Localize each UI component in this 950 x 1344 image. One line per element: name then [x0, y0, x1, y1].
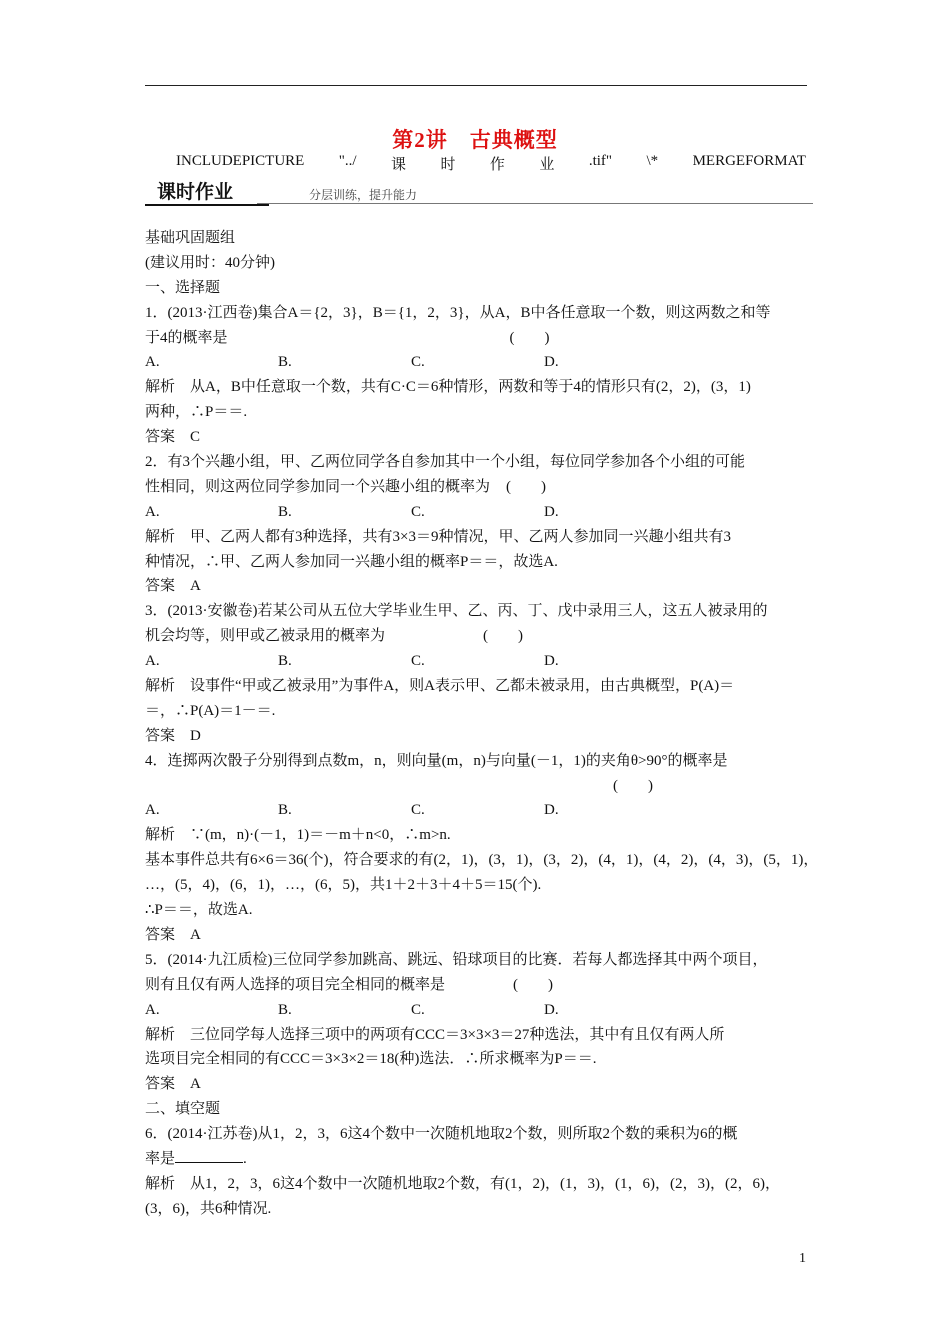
- section-heading: 二、填空题: [145, 1101, 221, 1118]
- analysis-4-cont: 基本事件总共有6×6＝36(个)，符合要求的有(2，1)，(3，1)，(3，2)，(4，1)，(4，2)，(4，3)，(5，1)，: [145, 852, 819, 869]
- answer-blank: [175, 1147, 243, 1163]
- document-body: [145, 226, 819, 1222]
- answer-4: 答案 A: [145, 926, 201, 943]
- page-title: 第2讲 古典概型: [392, 128, 558, 152]
- include-token: 课: [391, 157, 407, 173]
- banner-line: [257, 203, 813, 204]
- analysis-1: 解析 从A，B中任意取一个数，共有C·C＝6种情形，两数和等于4的情形只有(2，2)，(3，1): [145, 379, 751, 396]
- analysis-6-cont: (3，6)，共6种情况.: [145, 1200, 272, 1217]
- choices-2: A. B. C. D.: [145, 503, 559, 520]
- banner-subtitle: 分层训练，提升能力: [309, 188, 418, 202]
- analysis-3: 解析 设事件“甲或乙被录用”为事件A，则A表示甲、乙都未被录用，由古典概型，P(A)＝: [145, 678, 735, 695]
- banner-label: 课时作业: [145, 180, 269, 206]
- analysis-4: 解析 ∵(m，n)·(－1，1)＝－m＋n<0，∴m>n.: [145, 827, 451, 844]
- analysis-2: 解析 甲、乙两人都有3种选择，共有3×3＝9种情况，甲、乙两人参加同一兴趣小组共有3: [145, 528, 731, 545]
- group-heading: 基础巩固题组: [145, 230, 236, 246]
- analysis-4-cont: …，(5，4)，(6，1)，…，(6，5)，共1＋2＋3＋4＋5＝15(个).: [145, 877, 542, 894]
- question-4: 4．连掷两次骰子分别得到点数m，n，则向量(m，n)与向量(－1，1)的夹角θ>90°的概率是: [145, 752, 728, 769]
- include-token: "../: [338, 153, 357, 169]
- homework-banner: [145, 180, 813, 206]
- include-token: 业: [539, 157, 555, 173]
- answer-5: 答案 A: [145, 1076, 201, 1093]
- include-token: 时: [440, 157, 456, 173]
- top-rule: [145, 85, 807, 86]
- answer-3: 答案 D: [145, 727, 201, 744]
- analysis-5: 解析 三位同学每人选择三项中的两项有CCC＝3×3×3＝27种选法，其中有且仅有两人所: [145, 1026, 725, 1043]
- question-1: 1．(2013·江西卷)集合A＝{2，3}，B＝{1，2，3}，从A，B中各任意取一个数，则这两数之和等: [145, 304, 771, 321]
- question-5: 5．(2014·九江质检)三位同学参加跳高、跳远、铅球项目的比赛．若每人都选择其中两个项目，: [145, 951, 768, 968]
- analysis-3-cont: ＝，∴P(A)＝1－＝.: [145, 702, 276, 719]
- question-5-cont: 则有且仅有两人选择的项目完全相同的概率是 ( ): [145, 973, 809, 998]
- choices-4: A. B. C. D.: [145, 802, 559, 819]
- answer-paren: ( ): [483, 628, 524, 645]
- choices-3: A. B. C. D.: [145, 653, 559, 670]
- question-2-cont: 性相同，则这两位同学参加同一个兴趣小组的概率为 ( ): [145, 475, 809, 500]
- question-2: 2．有3个兴趣小组，甲、乙两位同学各自参加其中一个小组，每位同学参加各个小组的可能: [145, 454, 746, 471]
- choices-1: A. B. C. D.: [145, 354, 559, 371]
- question-1-cont: 于4的概率是 ( ): [145, 326, 809, 351]
- section-heading: 一、选择题: [145, 279, 221, 296]
- question-6: 6．(2014·江苏卷)从1，2，3，6这4个数中一次随机地取2个数，则所取2个数的乘积为6的概: [145, 1126, 738, 1143]
- answer-1: 答案 C: [145, 429, 201, 446]
- question-6-cont: 率是 .: [145, 1147, 809, 1172]
- answer-paren: ( ): [506, 478, 547, 495]
- include-token: 作: [489, 157, 505, 173]
- analysis-2-cont: 种情况，∴甲、乙两人参加同一兴趣小组的概率P＝＝，故选A.: [145, 553, 558, 570]
- include-token: INCLUDEPICTURE: [176, 153, 305, 169]
- suggested-time: (建议用时：40分钟): [145, 254, 275, 271]
- answer-paren: ( ): [513, 976, 554, 993]
- include-picture-field: [176, 153, 806, 174]
- answer-paren: ( ): [509, 329, 550, 346]
- page-number: 1: [799, 1251, 806, 1266]
- choices-5: A. B. C. D.: [145, 1001, 559, 1018]
- analysis-1-cont: 两种，∴P＝＝.: [145, 404, 248, 421]
- analysis-4-cont: ∴P＝＝，故选A.: [145, 902, 253, 919]
- include-token: MERGEFORMAT: [692, 153, 806, 169]
- include-token: .tif": [588, 153, 613, 169]
- question-3: 3．(2013·安徽卷)若某公司从五位大学毕业生甲、乙、丙、丁、戊中录用三人，这五人被录用的: [145, 603, 768, 620]
- include-token: \*: [646, 153, 659, 169]
- analysis-5-cont: 选项目完全相同的有CCC＝3×3×2＝18(种)选法．∴所求概率为P＝＝.: [145, 1051, 597, 1068]
- answer-2: 答案 A: [145, 578, 201, 595]
- question-4-paren: ( ): [613, 777, 653, 794]
- question-3-cont: 机会均等，则甲或乙被录用的概率为 ( ): [145, 624, 809, 649]
- analysis-6: 解析 从1，2，3，6这4个数中一次随机地取2个数，有(1，2)，(1，3)，(1，6)，(2，3)，(2，6)，: [145, 1175, 780, 1192]
